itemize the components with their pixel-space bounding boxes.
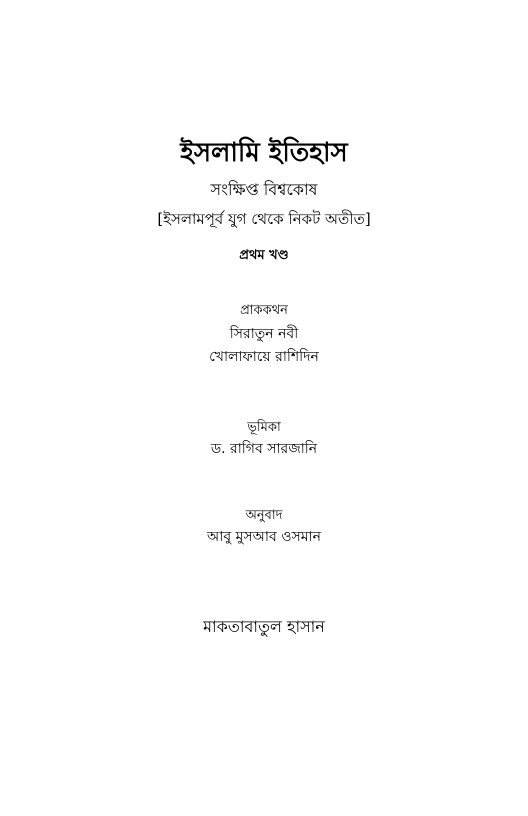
introduction-author: ড. রাগিব সারজানি — [210, 441, 318, 457]
volume-label: প্রথম খণ্ড — [239, 248, 289, 263]
introduction-label: ভূমিকা — [247, 420, 281, 435]
book-tagline: [ইসলামপূর্ব যুগ থেকে নিকট অতীত] — [157, 210, 371, 228]
translation-label: অনুবাদ — [245, 508, 283, 523]
publisher-name: মাকতাবাতুল হাসান — [203, 617, 325, 636]
foreword-item: খোলাফায়ে রাশিদিন — [209, 349, 319, 365]
book-subtitle: সংক্ষিপ্ত বিশ্বকোষ — [210, 180, 318, 199]
book-title: ইসলামি ইতিহাস — [180, 138, 348, 168]
foreword-label: প্রাককথন — [240, 303, 288, 318]
translator-name: আবু মুসআব ওসমান — [207, 529, 321, 545]
foreword-item: সিরাতুন নবী — [229, 326, 299, 342]
